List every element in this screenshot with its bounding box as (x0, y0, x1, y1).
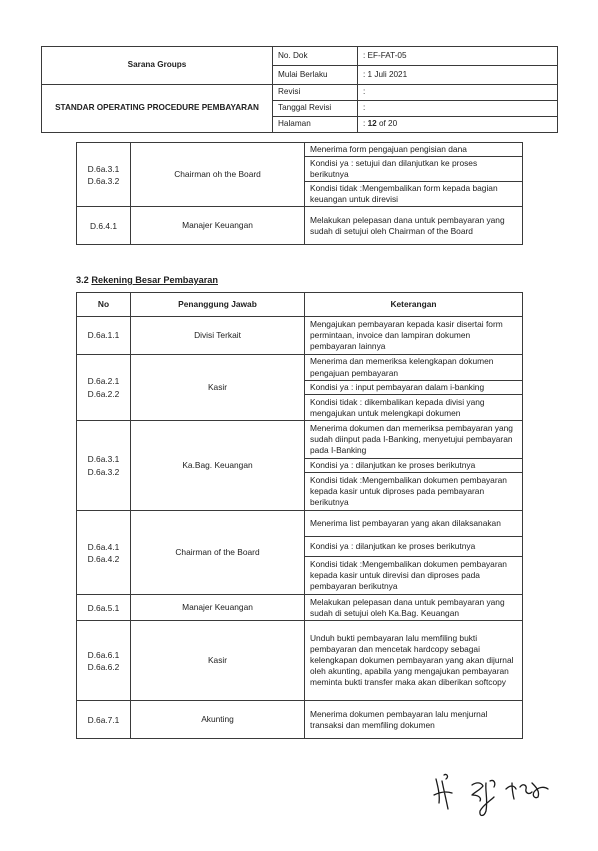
person-in-charge: Chairman oh the Board (131, 143, 305, 207)
step-codes: D.6a.7.1 (77, 701, 131, 739)
section-heading (76, 275, 218, 285)
section-number: 3.2 (76, 275, 89, 285)
field-value: : 1 Juli 2021 (358, 66, 558, 85)
field-value: : EF-FAT-05 (358, 47, 558, 66)
description-cell: Melakukan pelepasan dana untuk pembayaran yang sudah di setujui oleh Ka.Bag. Keuangan (305, 595, 523, 621)
step-codes: D.6a.2.1 D.6a.2.2 (77, 355, 131, 421)
field-label: No. Dok (273, 47, 358, 66)
column-header-no: No (77, 293, 131, 317)
column-header-description: Keterangan (305, 293, 523, 317)
description-cell: Menerima dan memeriksa kelengkapan dokumen pengajuan pembayaran (305, 355, 523, 381)
person-in-charge: Manajer Keuangan (131, 595, 305, 621)
field-label: Revisi (273, 85, 358, 101)
field-label: Mulai Berlaku (273, 66, 358, 85)
step-codes: D.6a.1.1 (77, 317, 131, 355)
field-label: Halaman (273, 117, 358, 133)
procedure-table-continued (76, 142, 523, 245)
description-cell: Melakukan pelepasan dana untuk pembayaran yang sudah di setujui oleh Chairman of the Board (305, 207, 523, 245)
description-cell: Menerima list pembayaran yang akan dilaksanakan (305, 511, 523, 537)
description-cell: Mengajukan pembayaran kepada kasir disertai form permintaan, invoice dan lampiran dokumen pembayaran lainnya (305, 317, 523, 355)
person-in-charge: Divisi Terkait (131, 317, 305, 355)
person-in-charge: Kasir (131, 621, 305, 701)
description-cell: Kondisi ya : input pembayaran dalam i-banking (305, 381, 523, 395)
step-codes: D.6a.6.1 D.6a.6.2 (77, 621, 131, 701)
description-cell: Kondisi ya : dilanjutkan ke proses berikutnya (305, 537, 523, 557)
description-cell: Kondisi tidak : dikembalikan kepada divisi yang mengajukan untuk melengkapi dokumen (305, 395, 523, 421)
person-in-charge: Akunting (131, 701, 305, 739)
step-codes: D.6.4.1 (77, 207, 131, 245)
description-cell: Menerima dokumen pembayaran lalu menjurnal transaksi dan memfiling dokumen (305, 701, 523, 739)
step-codes: D.6a.4.1 D.6a.4.2 (77, 511, 131, 595)
initial-mark (506, 783, 548, 799)
description-cell: Unduh bukti pembayaran lalu memfiling bukti pembayaran dan mencetak hardcopy sebagai kelengkapan dokumen pembayaran yang akan dijurnal oleh akunting, apabila yang mengajukan pembayaran meminta bukti transfer maka akan diberikan softcopy (305, 621, 523, 701)
company-name: Sarana Groups (42, 47, 273, 85)
description-cell: Menerima dokumen dan memeriksa pembayaran yang sudah diinput pada I-Banking, menyetujui pembayaran pada I-Banking (305, 421, 523, 459)
field-value: : (358, 85, 558, 101)
person-in-charge: Chairman of the Board (131, 511, 305, 595)
step-codes: D.6a.3.1 D.6a.3.2 (77, 421, 131, 511)
document-header (41, 46, 558, 133)
description-cell: Kondisi ya : setujui dan dilanjutkan ke proses berikutnya (305, 157, 523, 182)
section-title: Rekening Besar Pembayaran (91, 275, 218, 285)
description-cell: Kondisi ya : dilanjutkan ke proses berikutnya (305, 459, 523, 473)
sop-title: STANDAR OPERATING PROCEDURE PEMBAYARAN (42, 85, 273, 133)
initial-mark (472, 780, 495, 815)
signature-initials (428, 765, 558, 820)
description-cell: Kondisi tidak :Mengembalikan form kepada bagian keuangan untuk direvisi (305, 182, 523, 207)
person-in-charge: Ka.Bag. Keuangan (131, 421, 305, 511)
description-cell: Menerima form pengajuan pengisian dana (305, 143, 523, 157)
person-in-charge: Manajer Keuangan (131, 207, 305, 245)
page-number: : 12 of 20 (358, 117, 558, 133)
step-codes: D.6a.5.1 (77, 595, 131, 621)
step-codes: D.6a.3.1 D.6a.3.2 (77, 143, 131, 207)
initial-mark (434, 774, 452, 809)
payment-procedure-table (76, 292, 523, 739)
column-header-pic: Penanggung Jawab (131, 293, 305, 317)
person-in-charge: Kasir (131, 355, 305, 421)
field-value: : (358, 101, 558, 117)
description-cell: Kondisi tidak :Mengembalikan dokumen pembayaran kepada kasir untuk diproses pada pembayaran berikutnya (305, 473, 523, 511)
field-label: Tanggal Revisi (273, 101, 358, 117)
description-cell: Kondisi tidak :Mengembalikan dokumen pembayaran kepada kasir untuk direvisi dan diproses pada pembayaran berikutnya (305, 557, 523, 595)
